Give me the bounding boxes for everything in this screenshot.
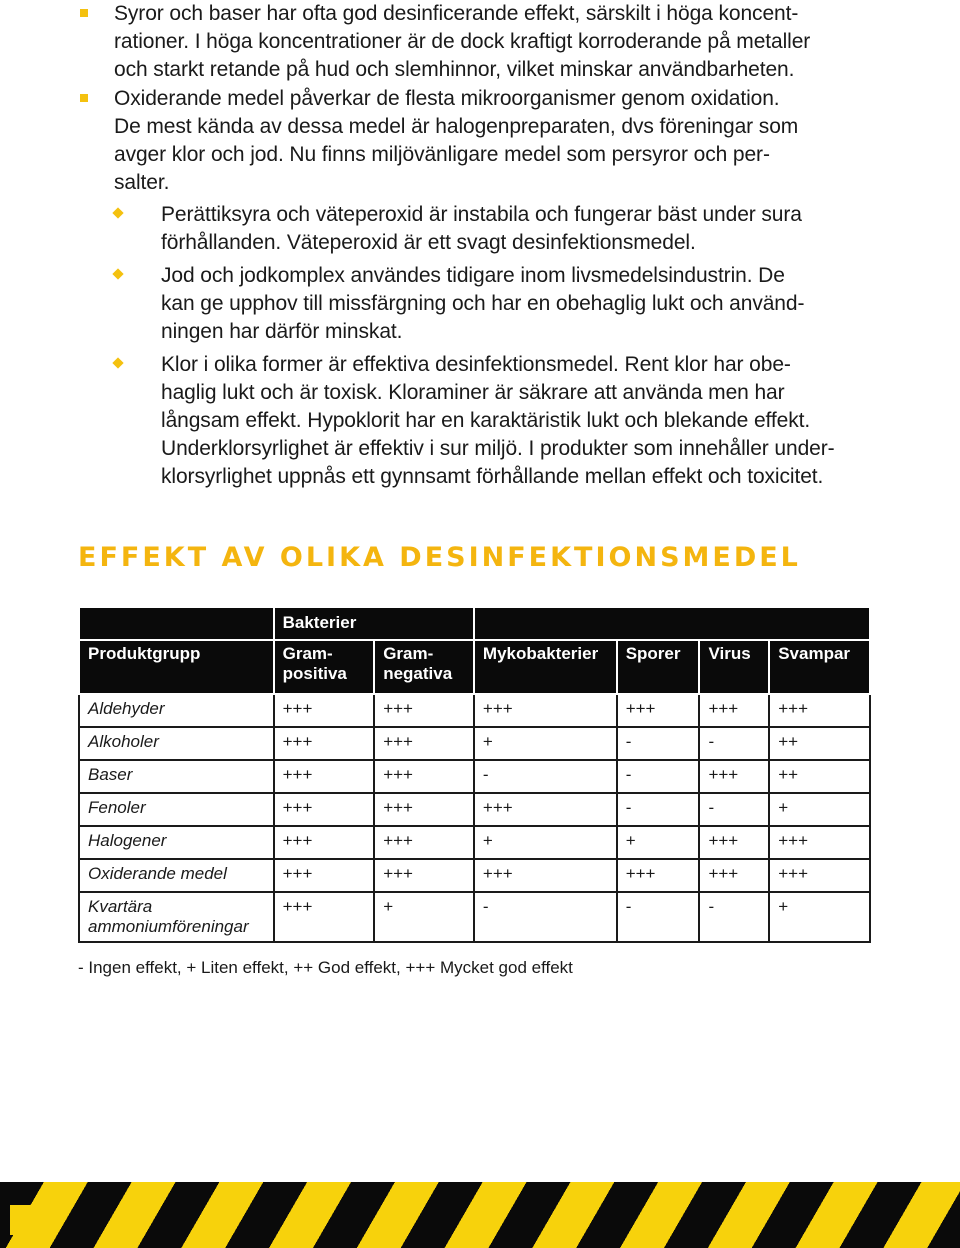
table-row: [79, 826, 870, 859]
text-line: Oxiderande medel påverkar de flesta mikroorganismer genom oxidation.: [114, 87, 780, 110]
yellow-corner-block: [10, 1205, 48, 1235]
table-cell: +++: [474, 859, 617, 892]
header-bakterier: Bakterier: [274, 607, 474, 640]
table-cell: +++: [374, 826, 474, 859]
text-line: De mest kända av dessa medel är halogenpreparaten, dvs föreningar som: [114, 115, 799, 138]
text-line: salter.: [114, 171, 170, 194]
table-cell: +: [769, 793, 870, 826]
table-cell: +++: [769, 694, 870, 727]
table-cell: +++: [374, 727, 474, 760]
text-line: kan ge upphov till missfärgning och har en obehaglig lukt och använd-: [161, 292, 805, 315]
section-title: EFFEKT AV OLIKA DESINFEKTIONSMEDEL: [78, 542, 801, 573]
table-cell: +++: [769, 859, 870, 892]
row-label: Halogener: [79, 826, 274, 859]
table-cell: +++: [617, 694, 700, 727]
table-cell: -: [699, 793, 769, 826]
text-line: ningen har därför minskat.: [161, 320, 403, 343]
header-cell-empty: [79, 607, 274, 640]
sub-bullet-item: [161, 262, 891, 346]
table-cell: -: [474, 892, 617, 942]
header-gramnegativa: Gram- negativa: [374, 640, 474, 694]
table-cell: +++: [274, 859, 375, 892]
table-cell: +++: [699, 826, 769, 859]
table-cell: ++: [769, 727, 870, 760]
table-row: [79, 760, 870, 793]
diamond-bullet-icon: [112, 357, 123, 368]
table-cell: -: [699, 892, 769, 942]
table-row: [79, 727, 870, 760]
table-cell: +: [374, 892, 474, 942]
sub-bullet-item: [161, 351, 891, 491]
bullet-item: [114, 0, 894, 84]
table-cell: -: [617, 760, 700, 793]
text-line: haglig lukt och är toxisk. Kloraminer är säkrare att använda men har: [161, 381, 785, 404]
square-bullet-icon: [80, 9, 88, 17]
table-cell: +++: [274, 793, 375, 826]
hazard-stripe-band: [0, 1182, 960, 1248]
text-line: rationer. I höga koncentrationer är de dock kraftigt korroderande på metaller: [114, 30, 811, 53]
table-cell: -: [617, 793, 700, 826]
table-cell: -: [617, 727, 700, 760]
table-cell: +++: [617, 859, 700, 892]
table-cell: +++: [699, 694, 769, 727]
table-cell: -: [699, 727, 769, 760]
table-cell: +: [769, 892, 870, 942]
row-label: Fenoler: [79, 793, 274, 826]
text-line: Perättiksyra och väteperoxid är instabila och fungerar bäst under sura: [161, 203, 802, 226]
table-cell: -: [617, 892, 700, 942]
table-cell: -: [474, 760, 617, 793]
header-cell-empty: [474, 607, 870, 640]
diamond-bullet-icon: [112, 207, 123, 218]
table-cell: +++: [474, 793, 617, 826]
table-row: [79, 694, 870, 727]
row-label: Aldehyder: [79, 694, 274, 727]
table-row: [79, 892, 870, 942]
header-sporer: Sporer: [617, 640, 700, 694]
table-cell: +++: [274, 826, 375, 859]
header-grampositiva: Gram- positiva: [274, 640, 375, 694]
table-cell: +: [617, 826, 700, 859]
table-cell: +++: [374, 793, 474, 826]
header-virus: Virus: [699, 640, 769, 694]
row-label: Oxiderande medel: [79, 859, 274, 892]
text-line: långsam effekt. Hypoklorit har en karaktäristik lukt och blekande effekt.: [161, 409, 811, 432]
table-cell: +++: [274, 694, 375, 727]
table-header-row: [79, 640, 870, 694]
text-line: förhållanden. Väteperoxid är ett svagt desinfektionsmedel.: [161, 231, 696, 254]
row-label: Baser: [79, 760, 274, 793]
table-cell: +++: [699, 859, 769, 892]
text-line: Underklorsyrlighet är effektiv i sur miljö. I produkter som innehåller under-: [161, 437, 835, 460]
row-label: Kvartära ammoniumföreningar: [79, 892, 274, 942]
table-row: [79, 793, 870, 826]
table-legend: - Ingen effekt, + Liten effekt, ++ God effekt, +++ Mycket god effekt: [78, 958, 573, 977]
table-cell: +++: [374, 859, 474, 892]
header-produktgrupp: Produktgrupp: [79, 640, 274, 694]
table-cell: +++: [474, 694, 617, 727]
table-cell: +: [474, 826, 617, 859]
table-cell: +++: [274, 760, 375, 793]
header-svampar: Svampar: [769, 640, 870, 694]
text-line: avger klor och jod. Nu finns miljövänligare medel som persyror och per-: [114, 143, 770, 166]
diamond-bullet-icon: [112, 268, 123, 279]
text-line: och starkt retande på hud och slemhinnor, vilket minskar användbarheten.: [114, 58, 795, 81]
table-cell: +++: [769, 826, 870, 859]
sub-bullet-item: [161, 201, 891, 257]
table-cell: +++: [374, 760, 474, 793]
table-cell: +++: [274, 892, 375, 942]
row-label: Alkoholer: [79, 727, 274, 760]
text-line: Klor i olika former är effektiva desinfektionsmedel. Rent klor har obe-: [161, 353, 791, 376]
text-line: Jod och jodkomplex användes tidigare inom livsmedelsindustrin. De: [161, 264, 785, 287]
table-group-header-row: [79, 607, 870, 640]
table-row: [79, 859, 870, 892]
bullet-item: [114, 85, 894, 197]
table-cell: +++: [374, 694, 474, 727]
text-line: Syror och baser har ofta god desinficerande effekt, särskilt i höga koncent-: [114, 2, 799, 25]
effect-table: [78, 606, 871, 943]
table-cell: +++: [699, 760, 769, 793]
table-cell: +++: [274, 727, 375, 760]
text-line: klorsyrlighet uppnås ett gynnsamt förhållande mellan effekt och toxicitet.: [161, 465, 824, 488]
table-cell: +: [474, 727, 617, 760]
table-cell: ++: [769, 760, 870, 793]
header-mykobakterier: Mykobakterier: [474, 640, 617, 694]
square-bullet-icon: [80, 94, 88, 102]
